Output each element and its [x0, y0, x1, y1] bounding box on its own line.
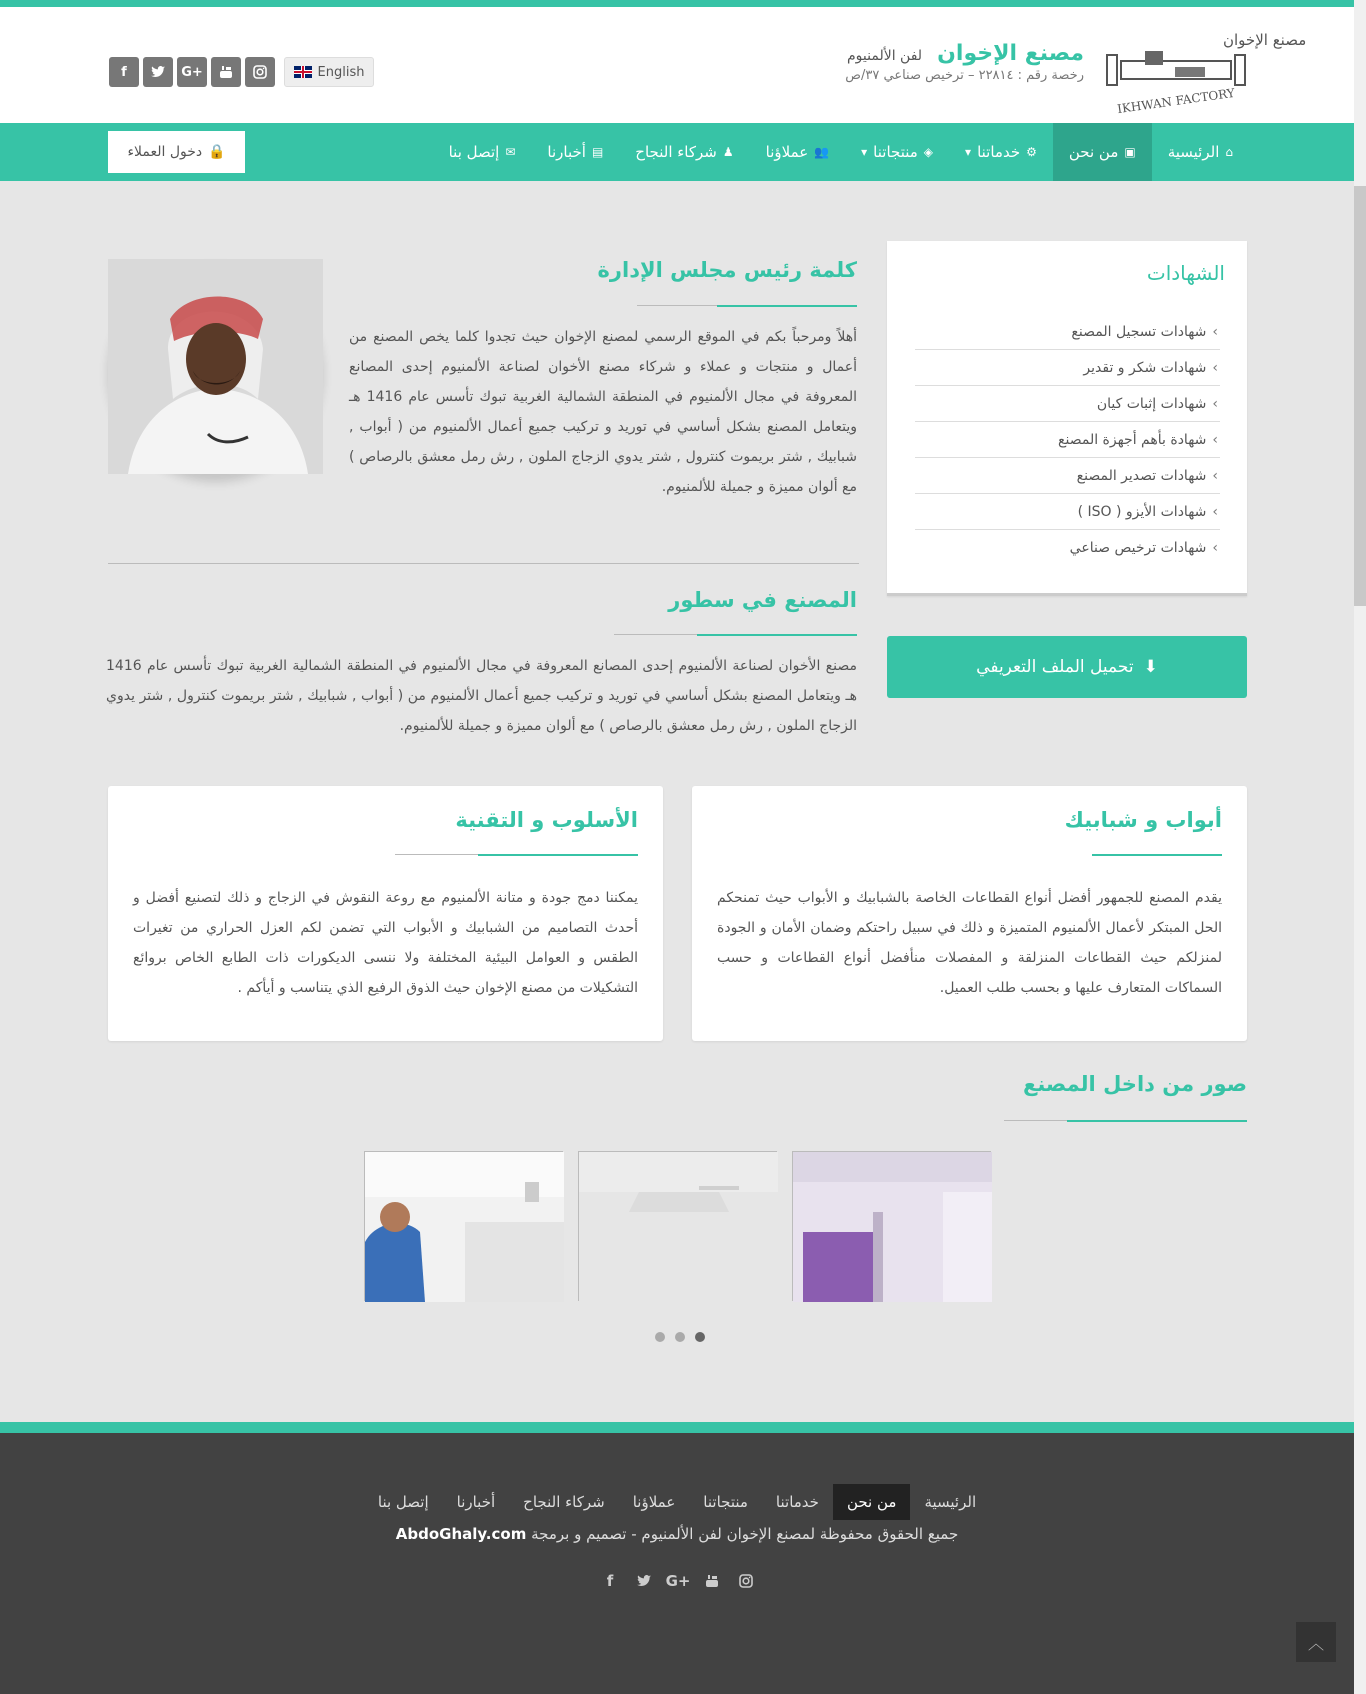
instagram-icon[interactable]: [736, 1571, 756, 1591]
download-icon: ⬇: [1143, 657, 1158, 677]
style-technique-card: [108, 786, 663, 1041]
youtube-icon[interactable]: [702, 1571, 722, 1591]
chairman-text: أهلاً ومرحباً بكم في الموقع الرسمي لمصنع الإخوان حيث تجدوا كلما يخص المصنع من أعمال و منتجات و عملاء و شركاء مصنع الأخوان لصناعة الألمنيوم إحدى المصانع المعروفة في مجال الألمنيوم في المنطقة الشمالية الغربية تبوك تأسس عام 1416 هـ ويتعامل المصنع بشكل أساسي في توريد و تركيب جميع أعمال الألمنيوم من ( أبواب , شبابيك , شتر بريموت كنترول , شتر يدوي الزجاج الملون , رش رمل معشق بالرصاص ) مع ألوان مميزة و جميلة للألمنيوم.: [349, 329, 857, 495]
carousel-dot-active[interactable]: [695, 1332, 705, 1342]
footer-link[interactable]: أخبارنا: [456, 1493, 496, 1511]
logo-text-en: IKHWAN FACTORY: [1116, 85, 1236, 117]
nav-label-clients: عملاؤنا: [765, 143, 809, 161]
download-label: تحميل الملف التعريفي: [976, 657, 1134, 677]
chevron-up-icon: ︿: [1307, 1633, 1324, 1653]
nav-item-clients[interactable]: [750, 123, 846, 181]
nav-label-home: الرئيسية: [1167, 143, 1220, 161]
chevron-left-icon: ›: [1212, 503, 1218, 520]
nav-label-contact: إتصل بنا: [448, 143, 500, 161]
certificate-link[interactable]: › شهادات ترخيص صناعي: [1069, 540, 1218, 556]
nav-item-home[interactable]: [1152, 123, 1249, 181]
chevron-left-icon: ›: [1212, 467, 1218, 484]
header-socials: [109, 57, 275, 87]
youtube-icon[interactable]: [211, 57, 241, 87]
gallery-title: صور من داخل المصنع: [1022, 1072, 1247, 1096]
carousel-dot[interactable]: [675, 1332, 685, 1342]
doors-card-title: أبواب و شبابيك: [1064, 808, 1222, 832]
footer-accent-line: [0, 1422, 1354, 1433]
user-tie-icon: ♟: [722, 145, 734, 159]
about-text: مصنع الأخوان لصناعة الألمنيوم إحدى المصانع المعروفة في مجال الألمنيوم في المنطقة الشمالية الغربية تبوك تأسس عام 1416 هـ ويتعامل المصنع بشكل أساسي في توريد و تركيب جميع أعمال الألمنيوم من ( أبواب , شبابيك , شتر بريموت كنترول , شتر يدوي الزجاج الملون , رش رمل معشق بالرصاص ) مع ألوان مميزة و جميلة للألمنيوم.: [106, 658, 857, 734]
nav-items: [433, 123, 1249, 181]
doors-title-rule: [1092, 854, 1222, 856]
chairman-avatar: [108, 259, 323, 474]
top-accent-line: [0, 0, 1354, 7]
google-plus-icon[interactable]: G+: [177, 57, 207, 87]
nav-item-products[interactable]: [845, 123, 949, 181]
carousel-dot[interactable]: [655, 1332, 665, 1342]
certificate-link[interactable]: › شهادة بأهم أجهزة المصنع: [915, 422, 1220, 458]
users-icon: 👥: [814, 145, 830, 159]
nav-label-products: منتجاتنا: [873, 143, 918, 161]
certificate-link[interactable]: › شهادات تسجيل المصنع: [915, 314, 1220, 350]
page-scrollbar[interactable]: [1354, 0, 1366, 1694]
instagram-icon[interactable]: [245, 57, 275, 87]
facebook-icon[interactable]: f: [606, 1572, 614, 1590]
doors-card-text: يقدم المصنع للجمهور أفضل أنواع القطاعات الخاصة بالشبابيك و الأبواب حيث تمنحكم الحل المبتكر لأعمال الألمنيوم المتميزة و ذلك في سبيل راحتكم وضمان الأمان و الجودة لمنزلكم حيث القطاعات المنزلقة و المفصلات منأفضل أنواع القطاعات و حسب السماكات المتعارف عليها و بحسب طلب العميل.: [717, 890, 1222, 996]
home-icon: ⌂: [1225, 145, 1233, 159]
facebook-icon[interactable]: f: [109, 57, 139, 87]
twitter-icon[interactable]: [143, 57, 173, 87]
caret-down-icon: ▾: [965, 145, 972, 159]
brand-subtitle: لفن الألمنيوم: [847, 48, 923, 64]
back-to-top-button[interactable]: [1296, 1622, 1336, 1662]
chevron-left-icon: ›: [1212, 395, 1218, 412]
certificate-link[interactable]: › شهادات تصدير المصنع: [915, 458, 1220, 494]
main-nav: [0, 123, 1354, 181]
nav-label-about: من نحن: [1068, 143, 1119, 161]
nav-label-partners: شركاء النجاح: [635, 143, 717, 161]
chevron-left-icon: ›: [1212, 540, 1218, 556]
language-switch[interactable]: [284, 57, 374, 87]
style-title-rule: [395, 854, 638, 856]
uk-flag-icon: [294, 66, 312, 78]
doors-windows-card: [692, 786, 1247, 1041]
gear-icon: ⚙: [1026, 145, 1037, 159]
cube-icon: ◈: [923, 145, 934, 159]
footer-socials: [600, 1571, 756, 1591]
google-plus-icon[interactable]: G+: [665, 1572, 691, 1590]
download-profile-button[interactable]: [887, 636, 1247, 698]
scrollbar-thumb[interactable]: [1354, 186, 1366, 606]
gallery-image[interactable]: [364, 1151, 563, 1301]
envelope-icon: ✉: [505, 145, 516, 159]
client-login-button[interactable]: [108, 131, 245, 173]
nav-item-services[interactable]: [949, 123, 1053, 181]
gallery-image[interactable]: [792, 1151, 991, 1301]
nav-item-about[interactable]: [1053, 123, 1152, 181]
gallery-title-rule: [1004, 1120, 1247, 1122]
gallery-image[interactable]: [578, 1151, 777, 1301]
certificates-title: الشهادات: [1146, 261, 1225, 285]
twitter-icon[interactable]: [634, 1571, 654, 1591]
certificate-link[interactable]: › شهادات شكر و تقدير: [915, 350, 1220, 386]
footer-link[interactable]: إتصل بنا: [377, 1493, 429, 1511]
brand-block: [845, 41, 1084, 83]
brand-name: مصنع الإخوان: [937, 41, 1084, 66]
chevron-left-icon: ›: [1212, 359, 1218, 376]
carousel-dots: [655, 1332, 705, 1342]
certificate-link[interactable]: › شهادات إثبات كيان: [915, 386, 1220, 422]
logo-text-ar: مصنع الإخوان: [1223, 31, 1307, 49]
factory-logo[interactable]: [1103, 23, 1307, 117]
certificate-link[interactable]: › شهادات الأيزو ( ISO ): [915, 494, 1220, 530]
certificates-list: [915, 314, 1220, 566]
newspaper-icon: ▤: [591, 145, 604, 159]
footer-nav: [0, 1484, 1354, 1520]
style-card-title: الأسلوب و التقنية: [455, 808, 638, 832]
site-header: [0, 7, 1354, 123]
license-text: رخصة رقم : ٢٢٨١٤ – ترخيص صناعي ٣٧/ص: [845, 68, 1084, 83]
nav-item-partners[interactable]: [619, 123, 749, 181]
certificates-panel: [887, 241, 1247, 596]
nav-item-news[interactable]: [531, 123, 619, 181]
about-title-rule: [614, 634, 857, 636]
copyright: [0, 1525, 1354, 1543]
section-divider: [108, 563, 859, 564]
chevron-left-icon: ›: [1212, 431, 1218, 448]
caret-down-icon: ▾: [861, 145, 868, 159]
lock-icon: 🔒: [208, 144, 226, 160]
site-footer: [0, 1433, 1354, 1694]
language-label: English: [317, 64, 365, 80]
chairman-title-rule: [637, 305, 857, 307]
footer-link[interactable]: عملاؤنا: [632, 1493, 676, 1511]
nav-item-contact[interactable]: [433, 123, 532, 181]
footer-link[interactable]: خدماتنا: [775, 1493, 819, 1511]
chevron-left-icon: ›: [1212, 323, 1218, 340]
nav-label-services: خدماتنا: [977, 143, 1021, 161]
nav-label-news: أخبارنا: [547, 143, 586, 161]
footer-link[interactable]: الرئيسية: [924, 1493, 977, 1511]
chairman-title: كلمة رئيس مجلس الإدارة: [597, 258, 857, 282]
copyright-text: جميع الحقوق محفوظة لمصنع الإخوان لفن الألمنيوم - تصميم و برمجة: [531, 1525, 959, 1543]
footer-link[interactable]: منتجاتنا: [703, 1493, 748, 1511]
briefcase-icon: ▣: [1124, 145, 1136, 159]
style-card-text: يمكننا دمج جودة و متانة الألمنيوم مع روعة النقوش في الزجاج و ذلك لتصنيع أفضل و أحدث التصاميم من الشبابيك و الأبواب التي تضمن لكم العزل الحراري من تغيرات الطقس و العوامل البيئية المختلفة ولا ننسى الديكورات ذات الطابع الخاص بروائع التشكيلات من مصنع الإخوان حيث الذوق الرفيع الذي يتناسب و أيأكم .: [133, 890, 638, 996]
credit-link[interactable]: AbdoGhaly.com: [395, 1525, 527, 1543]
about-title: المصنع في سطور: [668, 588, 857, 612]
footer-link-active[interactable]: من نحن: [833, 1484, 911, 1520]
footer-link[interactable]: شركاء النجاح: [523, 1493, 605, 1511]
login-label: دخول العملاء: [127, 144, 203, 160]
